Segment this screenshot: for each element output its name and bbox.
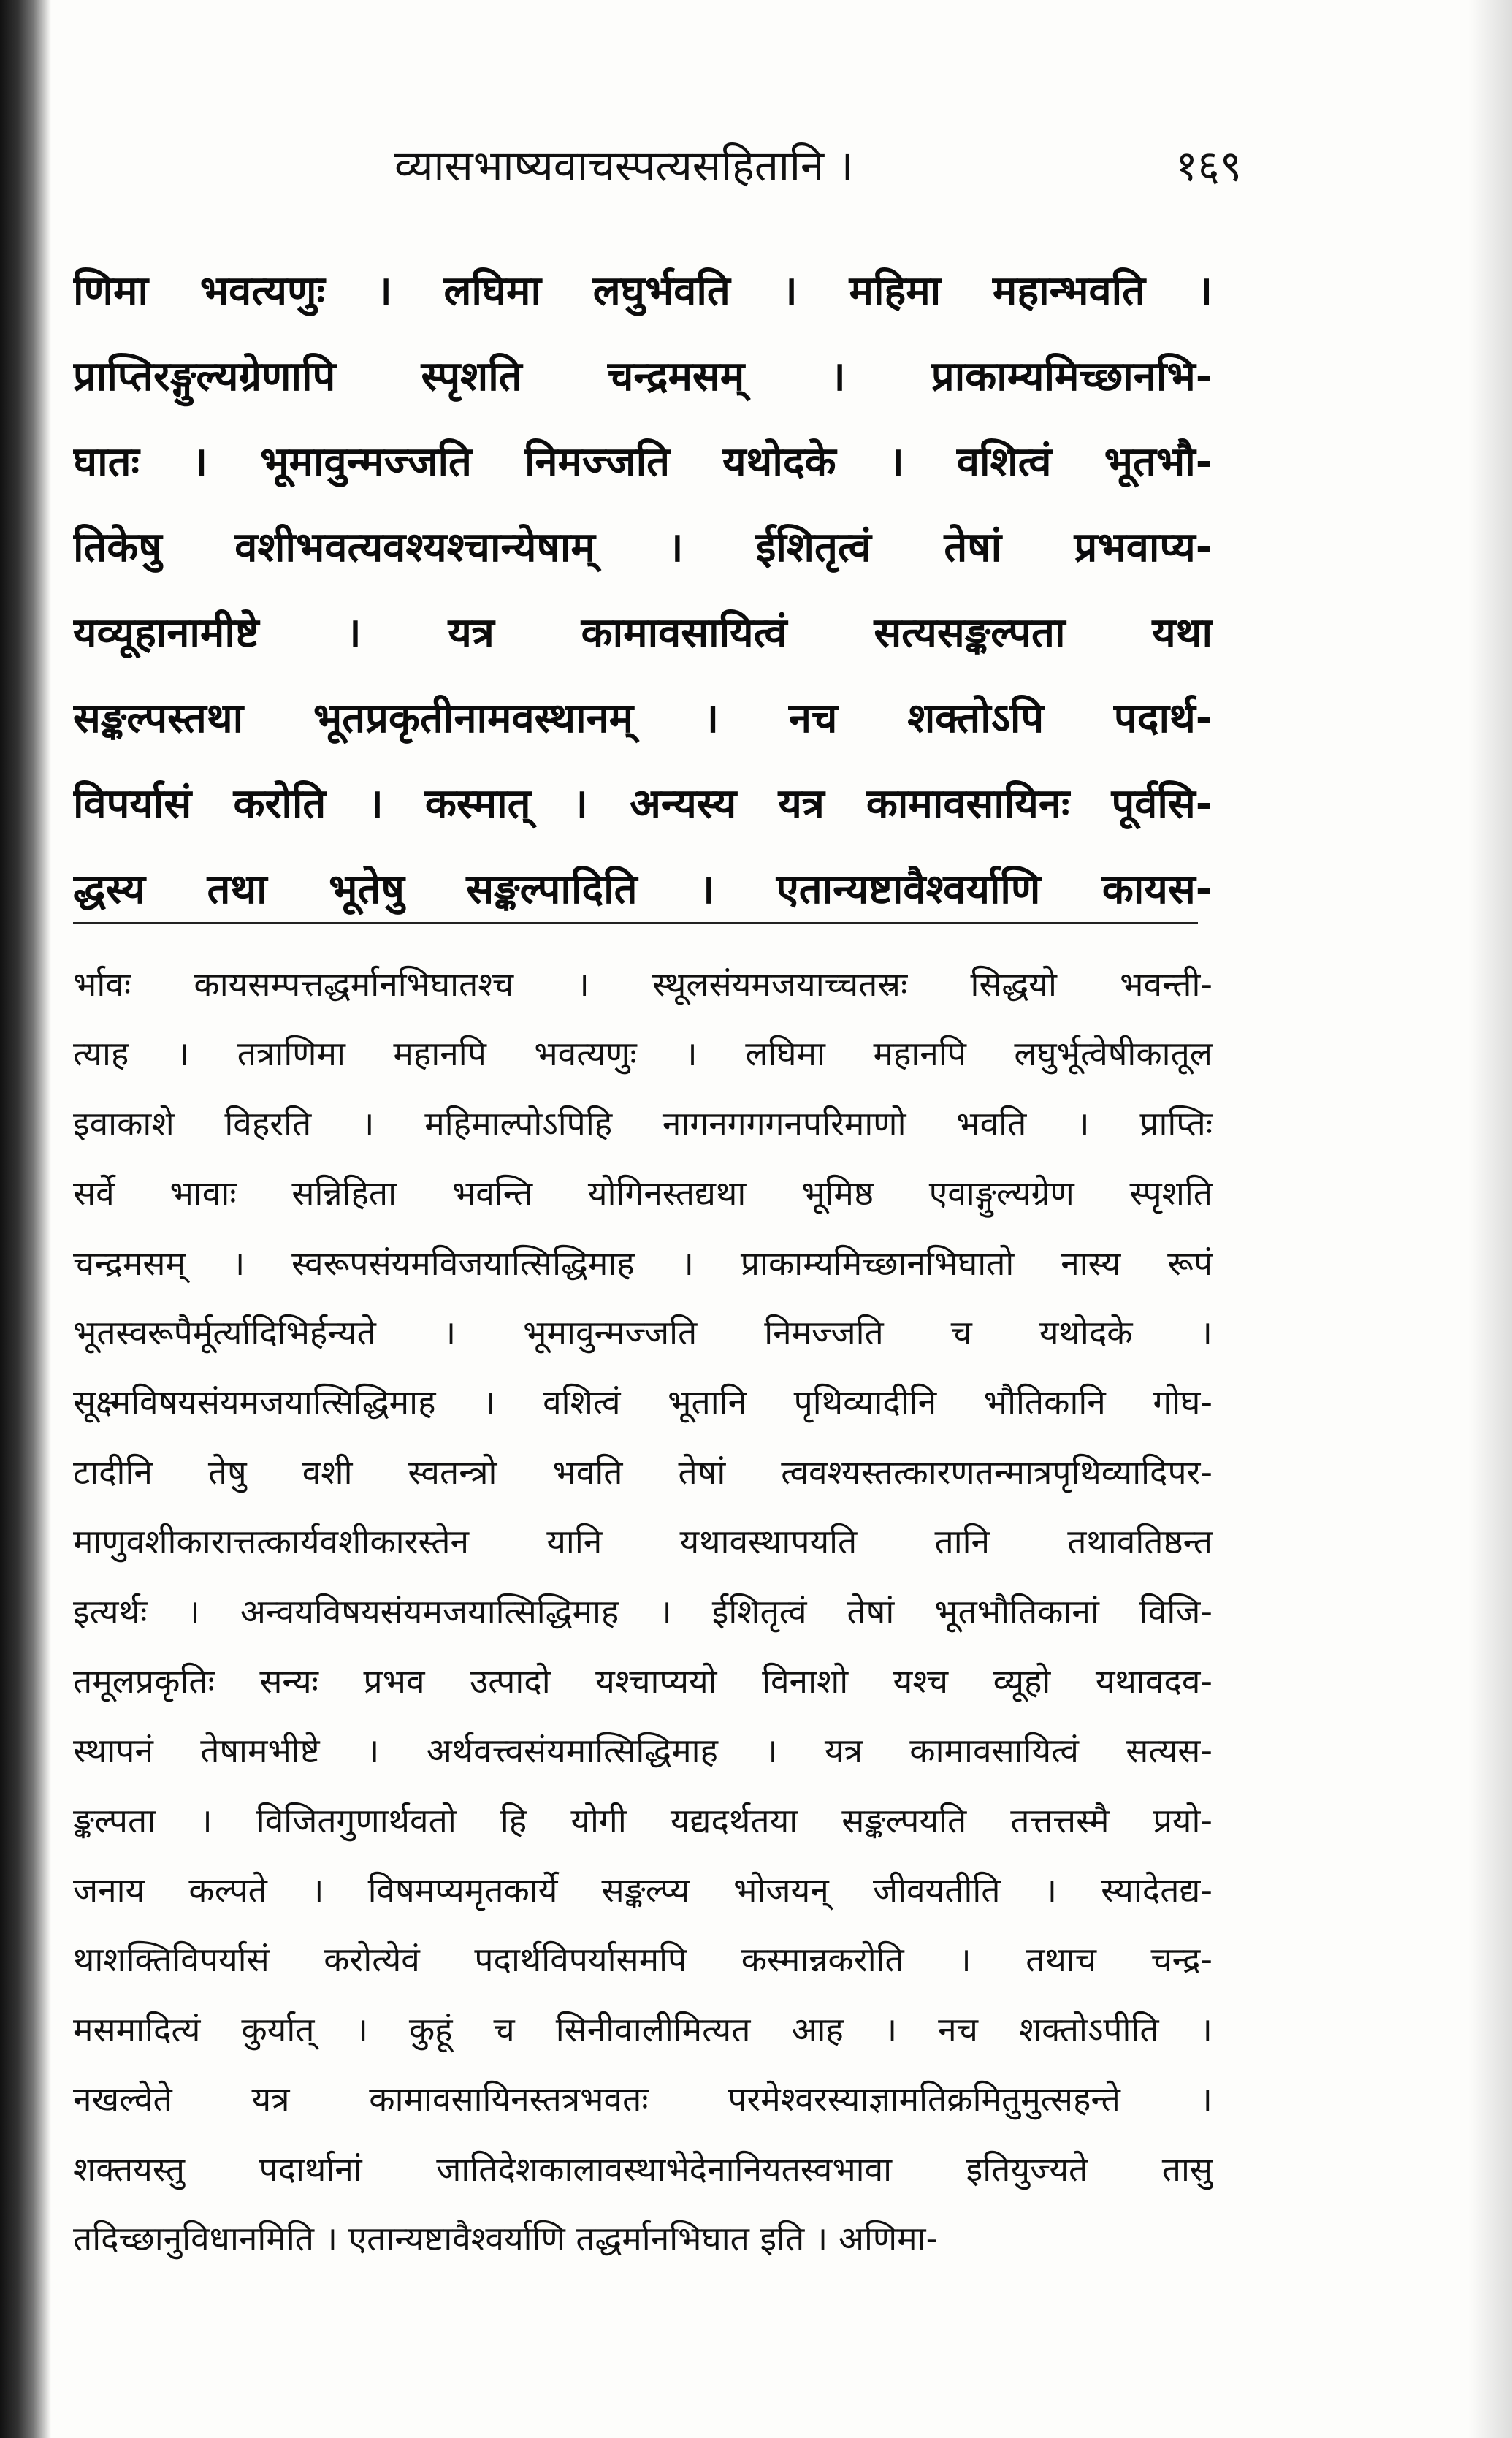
commentary-line: नखल्वेते यत्र कामावसायिनस्तत्रभवतः परमेश्वरस्याज्ञामतिक्रमितुमुत्सहन्ते । — [73, 2079, 1213, 2119]
commentary-block — [73, 950, 1213, 2274]
commentary-line: ङ्कल्पता । विजितगुणार्थवतो हि योगी यद्यदर्थतया सङ्कल्पयति तत्तत्तस्मै प्रयो- — [73, 1800, 1213, 1840]
page-number: १६९ — [1175, 141, 1242, 191]
commentary-line: मसमादित्यं कुर्यात् । कुहूं च सिनीवालीमित्यत आह । नच शक्तोऽपीति । — [73, 2009, 1213, 2049]
main-text-line: द्धस्य तथा भूतेषु सङ्कल्पादिति । एतान्यष्टावैश्वर्याणि कायस- — [73, 866, 1213, 913]
commentary-line: स्थापनं तेषामभीष्टे । अर्थवत्त्वसंयमात्सिद्धिमाह । यत्र कामावसायित्वं सत्यस- — [73, 1731, 1213, 1771]
running-head: व्यासभाष्यवाचस्पत्यसहितानि । — [394, 141, 854, 191]
commentary-line: माणुवशीकारात्तत्कार्यवशीकारस्तेन यानि यथावस्थापयति तानि तथावतिष्ठन्त — [73, 1522, 1213, 1562]
commentary-line: चन्द्रमसम् । स्वरूपसंयमविजयात्सिद्धिमाह । प्राकाम्यमिच्छानभिघातो नास्य रूपं — [73, 1243, 1213, 1283]
commentary-line: इत्यर्थः । अन्वयविषयसंयमजयात्सिद्धिमाह । ईशितृत्वं तेषां भूतभौतिकानां विजि- — [73, 1591, 1213, 1631]
commentary-line: थाशक्तिविपर्यासं करोत्येवं पदार्थविपर्यासमपि कस्मान्नकरोति । तथाच चन्द्र- — [73, 1940, 1213, 1980]
main-text-line: सङ्कल्पस्तथा भूतप्रकृतीनामवस्थानम् । नच शक्तोऽपि पदार्थ- — [73, 695, 1213, 742]
main-text-line: विपर्यासं करोति । कस्मात् । अन्यस्य यत्र कामावसायिनः पूर्वसि- — [73, 780, 1213, 828]
main-text-line: यव्यूहानामीष्टे । यत्र कामावसायित्वं सत्यसङ्कल्पता यथा — [73, 609, 1213, 657]
commentary-line: इवाकाशे विहरति । महिमाल्पोऽपिहि नागनगगगनपरिमाणो भवति । प्राप्तिः — [73, 1103, 1213, 1143]
main-text-line: तिकेषु वशीभवत्यवश्यश्चान्येषाम् । ईशितृत्वं तेषां प्रभवाप्य- — [73, 524, 1213, 571]
commentary-line: त्याह । तत्राणिमा महानपि भवत्यणुः । लघिमा महानपि लघुर्भूत्वेषीकातूल — [73, 1034, 1213, 1074]
main-text-line: णिमा भवत्यणुः । लघिमा लघुर्भवति । महिमा महान्भवति । — [73, 267, 1213, 315]
commentary-line: र्भावः कायसम्पत्तद्धर्मानभिघातश्च । स्थूलसंयमजयाच्चतस्रः सिद्धयो भवन्ती- — [73, 964, 1213, 1004]
section-divider — [73, 922, 1198, 924]
main-text-line: प्राप्तिरङ्गुल्यग्रेणापि स्पृशति चन्द्रमसम् । प्राकाम्यमिच्छानभि- — [73, 353, 1213, 400]
commentary-line: जनाय कल्पते । विषमप्यमृतकार्ये सङ्कल्प्य भोजयन् जीवयतीति । स्यादेतद्य- — [73, 1870, 1213, 1911]
commentary-line: शक्तयस्तु पदार्थानां जातिदेशकालावस्थाभेदेनानियतस्वभावा इतियुज्यते तासु — [73, 2149, 1213, 2189]
commentary-line: तदिच्छानुविधानमिति । एतान्यष्टावैश्वर्याणि तद्धर्मानभिघात इति । अणिमा- — [73, 2219, 939, 2259]
page-edge — [1468, 0, 1512, 2438]
commentary-line: सूक्ष्मविषयसंयमजयात्सिद्धिमाह । वशित्वं भूतानि पृथिव्यादीनि भौतिकानि गोघ- — [73, 1382, 1213, 1422]
main-text-line: घातः । भूमावुन्मज्जति निमज्जति यथोदके । वशित्वं भूतभौ- — [73, 438, 1213, 486]
commentary-line: भूतस्वरूपैर्मूर्त्यादिभिर्हन्यते । भूमावुन्मज्जति निमज्जति च यथोदके । — [73, 1312, 1213, 1352]
commentary-line: सर्वे भावाः सन्निहिता भवन्ति योगिनस्तद्यथा भूमिष्ठ एवाङ्गुल्यग्रेण स्पृशति — [73, 1173, 1213, 1214]
commentary-line: तमूलप्रकृतिः सन्यः प्रभव उत्पादो यश्चाप्ययो विनाशो यश्च व्यूहो यथावदव- — [73, 1661, 1213, 1701]
page-header — [73, 135, 1242, 201]
commentary-line: टादीनि तेषु वशी स्वतन्त्रो भवति तेषां त्ववश्यस्तत्कारणतन्मात्रपृथिव्यादिपर- — [73, 1452, 1213, 1492]
main-text-block — [73, 248, 1213, 932]
binding-shadow — [0, 0, 51, 2438]
